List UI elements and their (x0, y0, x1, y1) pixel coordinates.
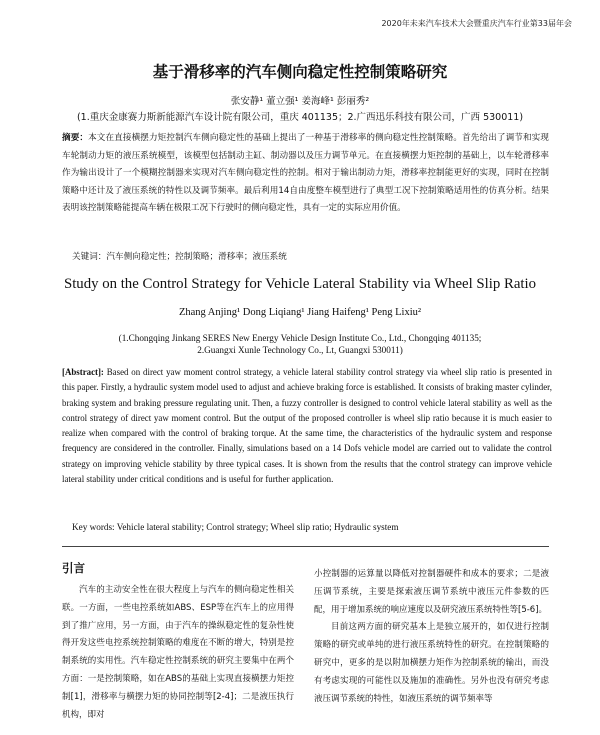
paper-title-cn: 基于滑移率的汽车侧向稳定性控制策略研究 (152, 63, 448, 81)
intro-paragraph-left: 汽车的主动安全性在很大程度上与汽车的侧向稳定性相关联。一方面，一些电控系统如ABS、ESP等在汽车上的应用得到了推广应用，另一方面，由于汽车的操纵稳定性的复杂性使得开发这些电控系统控制策略的难度在不断的增大，特别是控制系统的实用性。汽车稳定性控制系统的研究主要集中在两个方面：一是控制策略，如在ABS的基础上实现直接横摆力矩控制[1]，滑移率与横摆力矩的协同控制等[2-4]；二是液压执行机构，即对 (62, 585, 294, 720)
body-column-left (62, 582, 294, 724)
intro-paragraph-right-1: 小控制器的运算量以降低对控制器硬件和成本的要求；二是液压调节系统，主要是探索液压调节系统中液压元件参数的匹配，用于增加系统的响应速度以及研究液压系统特性等[5-6]。 (314, 569, 549, 615)
paper-title-en: Study on the Control Strategy for Vehicle Lateral Stability via Wheel Slip Ratio (63, 276, 537, 292)
authors-cn: 张安静¹ 董立强¹ 姜海峰¹ 彭丽秀² (230, 96, 370, 107)
body-column-right (314, 566, 549, 708)
affiliation-en (0, 332, 600, 356)
keywords-en: Key words: Vehicle lateral stability; Control strategy; Wheel slip ratio; Hydraulic system (72, 522, 399, 532)
authors-en: Zhang Anjing¹ Dong Liqiang¹ Jiang Haifeng¹ Peng Lixiu² (178, 307, 422, 318)
keywords-cn: 关键词：汽车侧向稳定性；控制策略；滑移率；液压系统 (72, 252, 287, 262)
section-heading-intro: 引言 (62, 561, 85, 575)
abstract-en (62, 365, 552, 487)
affiliation-cn: (1.重庆金康赛力斯新能源汽车设计院有限公司，重庆 401135；2.广西迅乐科技有限公司，广西 530011) (76, 112, 524, 123)
abstract-cn (62, 130, 549, 218)
section-divider (62, 546, 549, 547)
affiliation-en-line-2: 2.Guangxi Xunle Technology Co., Lt, Guangxi 530011) (197, 345, 403, 355)
abstract-en-label: [Abstract]: (62, 367, 104, 377)
affiliation-en-line-1: (1.Chongqing Jinkang SERES New Energy Vehicle Design Institute Co., Ltd., Chongqing 401135; (118, 333, 482, 343)
abstract-cn-text: 本文在直接横摆力矩控制汽车侧向稳定性的基础上提出了一种基于滑移率的侧向稳定性控制策略。首先给出了调节和实现车轮制动力矩的液压系统模型，该模型包括制动主缸、制动器以及压力调节单元。在直接横摆力矩控制的基础上，以车轮滑移率作为输出设计了一个模糊控制器来实现对汽车侧向稳定性的控制。相对于输出制动力矩，滑移率控制能更好的实现，同时在控制策略中还计及了液压系统的特性以及调节频率。最后利用14自由度整车模型进行了典型工况下控制策略适用性的仿真分析。结果表明该控制策略能提高车辆在极限工况下行驶时的侧向稳定性，具有一定的实际应用价值。 (62, 133, 549, 213)
abstract-cn-label: 摘要： (62, 133, 89, 143)
intro-paragraph-right-2: 目前这两方面的研究基本上是独立展开的，如仅进行控制策略的研究或单纯的进行液压系统特性的研究。在控制策略的研究中，更多的是以附加横摆力矩作为控制系统的输出，而没有考虑实现的可能性以及施加的准确性。另外也没有研究考虑液压调节系统的特性，如液压系统的调节频率等 (314, 622, 549, 704)
abstract-en-text: Based on direct yaw moment control strategy, a vehicle lateral stability control strategy via wheel slip ratio is presented in this paper. Firstly, a hydraulic system model used to adjust and achieve braking force is established. It consists of braking master cylinder, braking system and braking pressure regulating unit. Then, a fuzzy controller is designed to control vehicle lateral stability as well as the control strategy of direct yaw moment control. But the output of the proposed controller is wheel slip ratio because it is much easier to realize when compared with the control of braking torque. At the same time, the characteristics of the hydraulic system and response frequency are considered in the controller. Finally, simulations based on a 14 Dofs vehicle model are carried out to validate the control strategy on improving vehicle stability by three typical cases. It is shown from the results that the control strategy can improve vehicle lateral stability under critical conditions and is useful for further application. (62, 367, 552, 485)
running-header: 2020年未来汽车技术大会暨重庆汽车行业第33届年会 (381, 19, 572, 28)
